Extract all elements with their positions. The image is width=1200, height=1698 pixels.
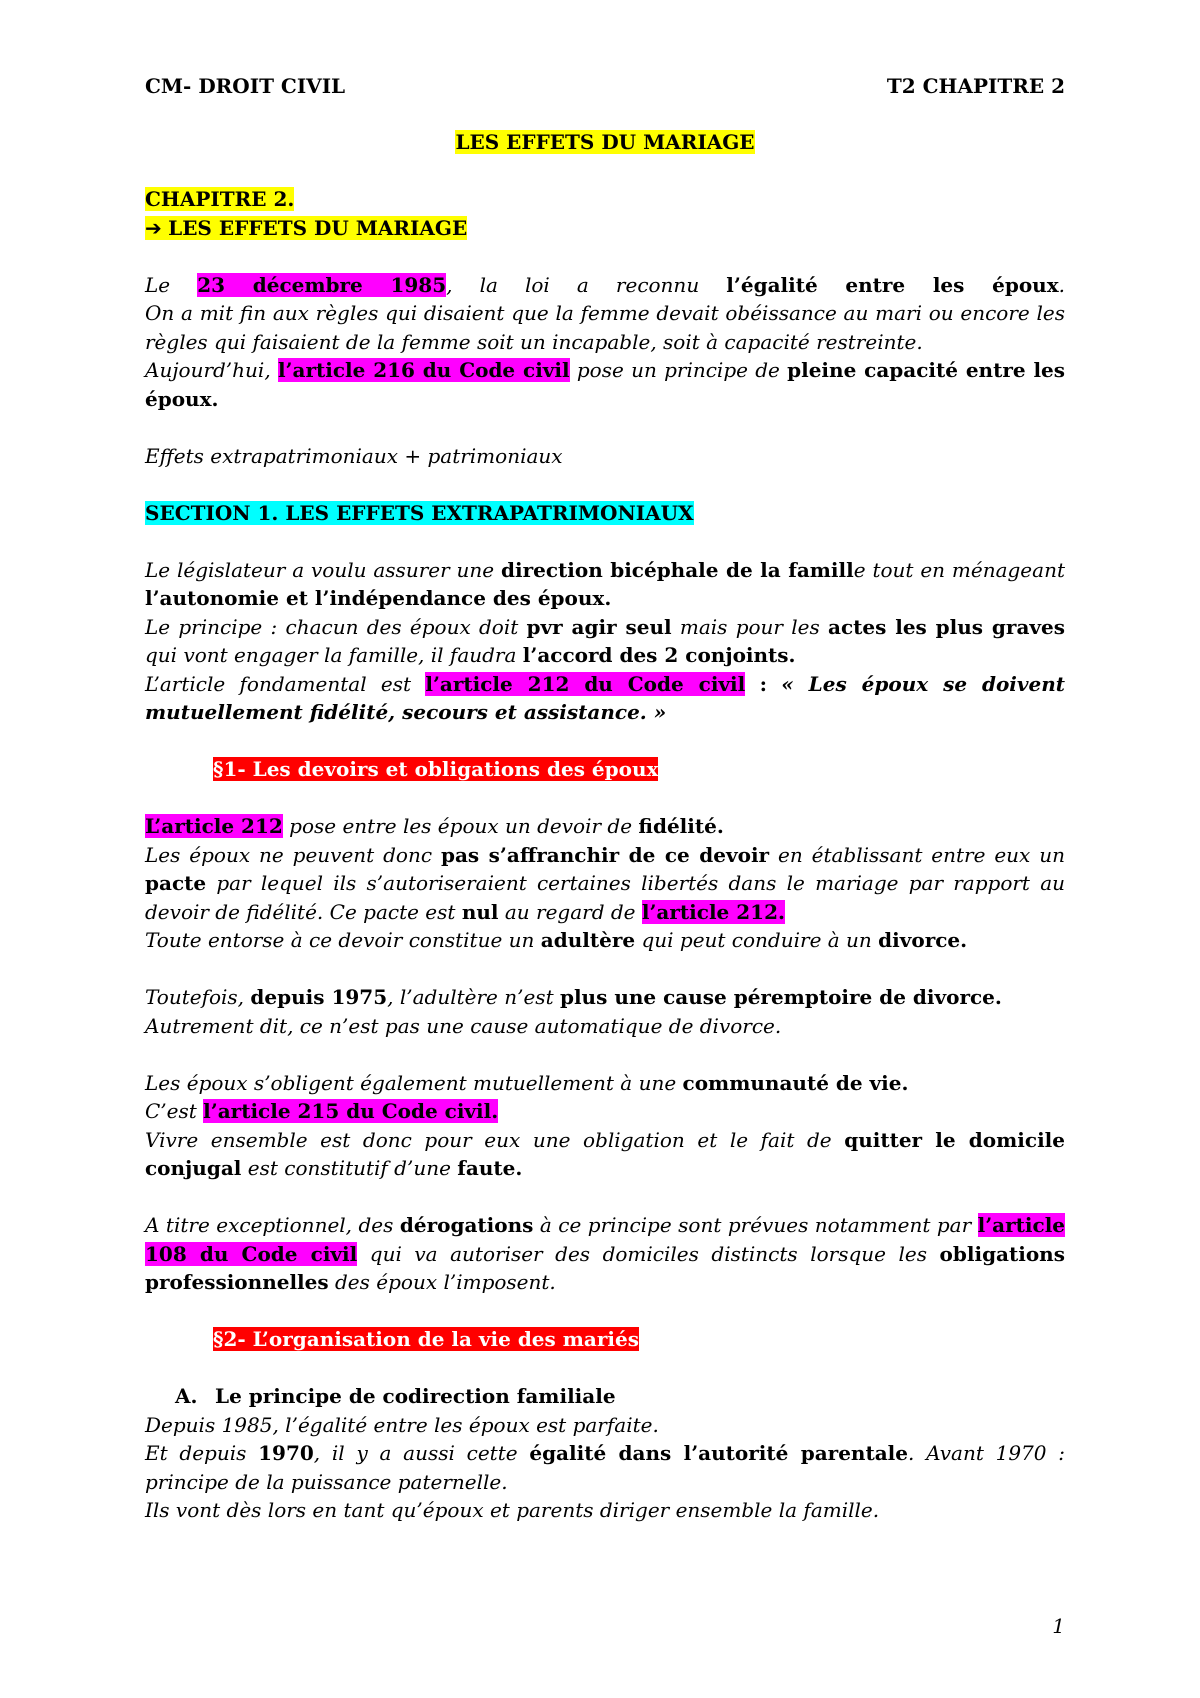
intro-line-3: Aujourd’hui, l’article 216 du Code civil pose un principe de pleine capacité entre les époux. (145, 358, 1066, 411)
chapter-subtitle: LES EFFETS DU MARIAGE (168, 215, 468, 240)
paragraph-1-block-d: A titre exceptionnel, des dérogations à ce principe sont prévues notamment par l’article 108 du Code civil qui va autoriser des domiciles distincts lorsque les obligations professionnelles des époux l’imposent. (145, 1213, 1066, 1294)
paragraph-2-title: §2- L’organisation de la vie des mariés (213, 1327, 639, 1351)
article-108-ref: l’article 108 du Code civil (145, 1213, 1066, 1266)
arrow-right-icon: ➔ (145, 215, 162, 240)
paragraph-1-block-b: Toutefois, depuis 1975, l’adultère n’est plus une cause péremptoire de divorce. Autrement dit, ce n’est pas une cause automatique de divorce. (145, 985, 1002, 1038)
article-212-ref-2: l’article 212. (641, 899, 785, 924)
paragraph-2-block: Depuis 1985, l’égalité entre les époux est parfaite. Et depuis 1970, il y a aussi cette égalité dans l’autorité parentale. Avant 1970 : principe de la puissance paternelle. Ils vont dès lors en tant qu’époux et parents diriger ensemble la famille. (145, 1412, 1065, 1522)
title-text: LES EFFETS DU MARIAGE (455, 130, 755, 154)
document-body (145, 128, 1065, 1553)
effects-line: Effets extrapatrimoniaux + patrimoniaux (145, 443, 563, 468)
subsection-a-heading (145, 1382, 1065, 1411)
header-course: CM- DROIT CIVIL (145, 74, 346, 98)
paragraph-1-block-a: L’article 212 pose entre les époux un devoir de fidélité. Les époux ne peuvent donc pas s’affranchir de ce devoir en établissant entre eux un pacte par lequel ils s’autoriseraient certaines libertés dans le mariage par rapport au devoir de fidélité. Ce pacte est nul au regard de l’article 212. Toute entorse à ce devoir constitue un adultère qui peut conduire à un divorce. (145, 814, 1066, 952)
chapter-label: CHAPITRE 2. (145, 187, 295, 211)
article-212-quote: « Les époux se doivent mutuellement fidélité, secours et assistance. » (145, 671, 1066, 724)
paragraph-2-heading (145, 1325, 1065, 1354)
subsection-a-title: Le principe de codirection familiale (215, 1384, 616, 1408)
subsection-a-letter: A. (175, 1384, 198, 1408)
intro-line-2: On a mit fin aux règles qui disaient que la femme devait obéissance au mari ou encore les règles qui faisaient de la femme soit un incapable, soit à capacité restreinte. (145, 301, 1065, 354)
document-title (145, 128, 1065, 157)
article-216-ref: l’article 216 du Code civil (277, 358, 570, 382)
header-chapter: T2 CHAPITRE 2 (886, 74, 1065, 98)
section-1-title: SECTION 1. LES EFFETS EXTRAPATRIMONIAUX (145, 500, 694, 525)
intro-paragraph (145, 271, 1065, 414)
section-1-heading (145, 499, 1065, 528)
paragraph-1-block-c: Les époux s’obligent également mutuellement à une communauté de vie. C’est l’article 215 du Code civil. Vivre ensemble est donc pour eux une obligation et le fait de quitter le domicile conjugal est constitutif d’une faute. (145, 1070, 1065, 1180)
chapter-heading (145, 185, 1065, 242)
article-212-ref: l’article 212 du Code civil (425, 671, 746, 696)
section-1-paragraph: Le législateur a voulu assurer une direction bicéphale de la famille tout en ménageant l’autonomie et l’indépendance des époux. Le principe : chacun des époux doit pvr agir seul mais pour les actes les plus graves qui vont engager la famille, il faudra l’accord des 2 conjoints. L’article fondamental est l’article 212 du Code civil : « Les époux se doivent mutuellement fidélité, secours et assistance. » (145, 557, 1066, 724)
article-215-ref: l’article 215 du Code civil. (203, 1099, 499, 1123)
article-212-short-ref: L’article 212 (145, 814, 283, 838)
intro-line-1: Le 23 décembre 1985, la loi a reconnu l’égalité entre les époux. (145, 272, 1065, 297)
page-number: 1 (1052, 1614, 1065, 1638)
law-date: 23 décembre 1985 (197, 272, 447, 297)
paragraph-1-heading (145, 755, 1065, 784)
paragraph-1-title: §1- Les devoirs et obligations des époux (213, 757, 659, 781)
